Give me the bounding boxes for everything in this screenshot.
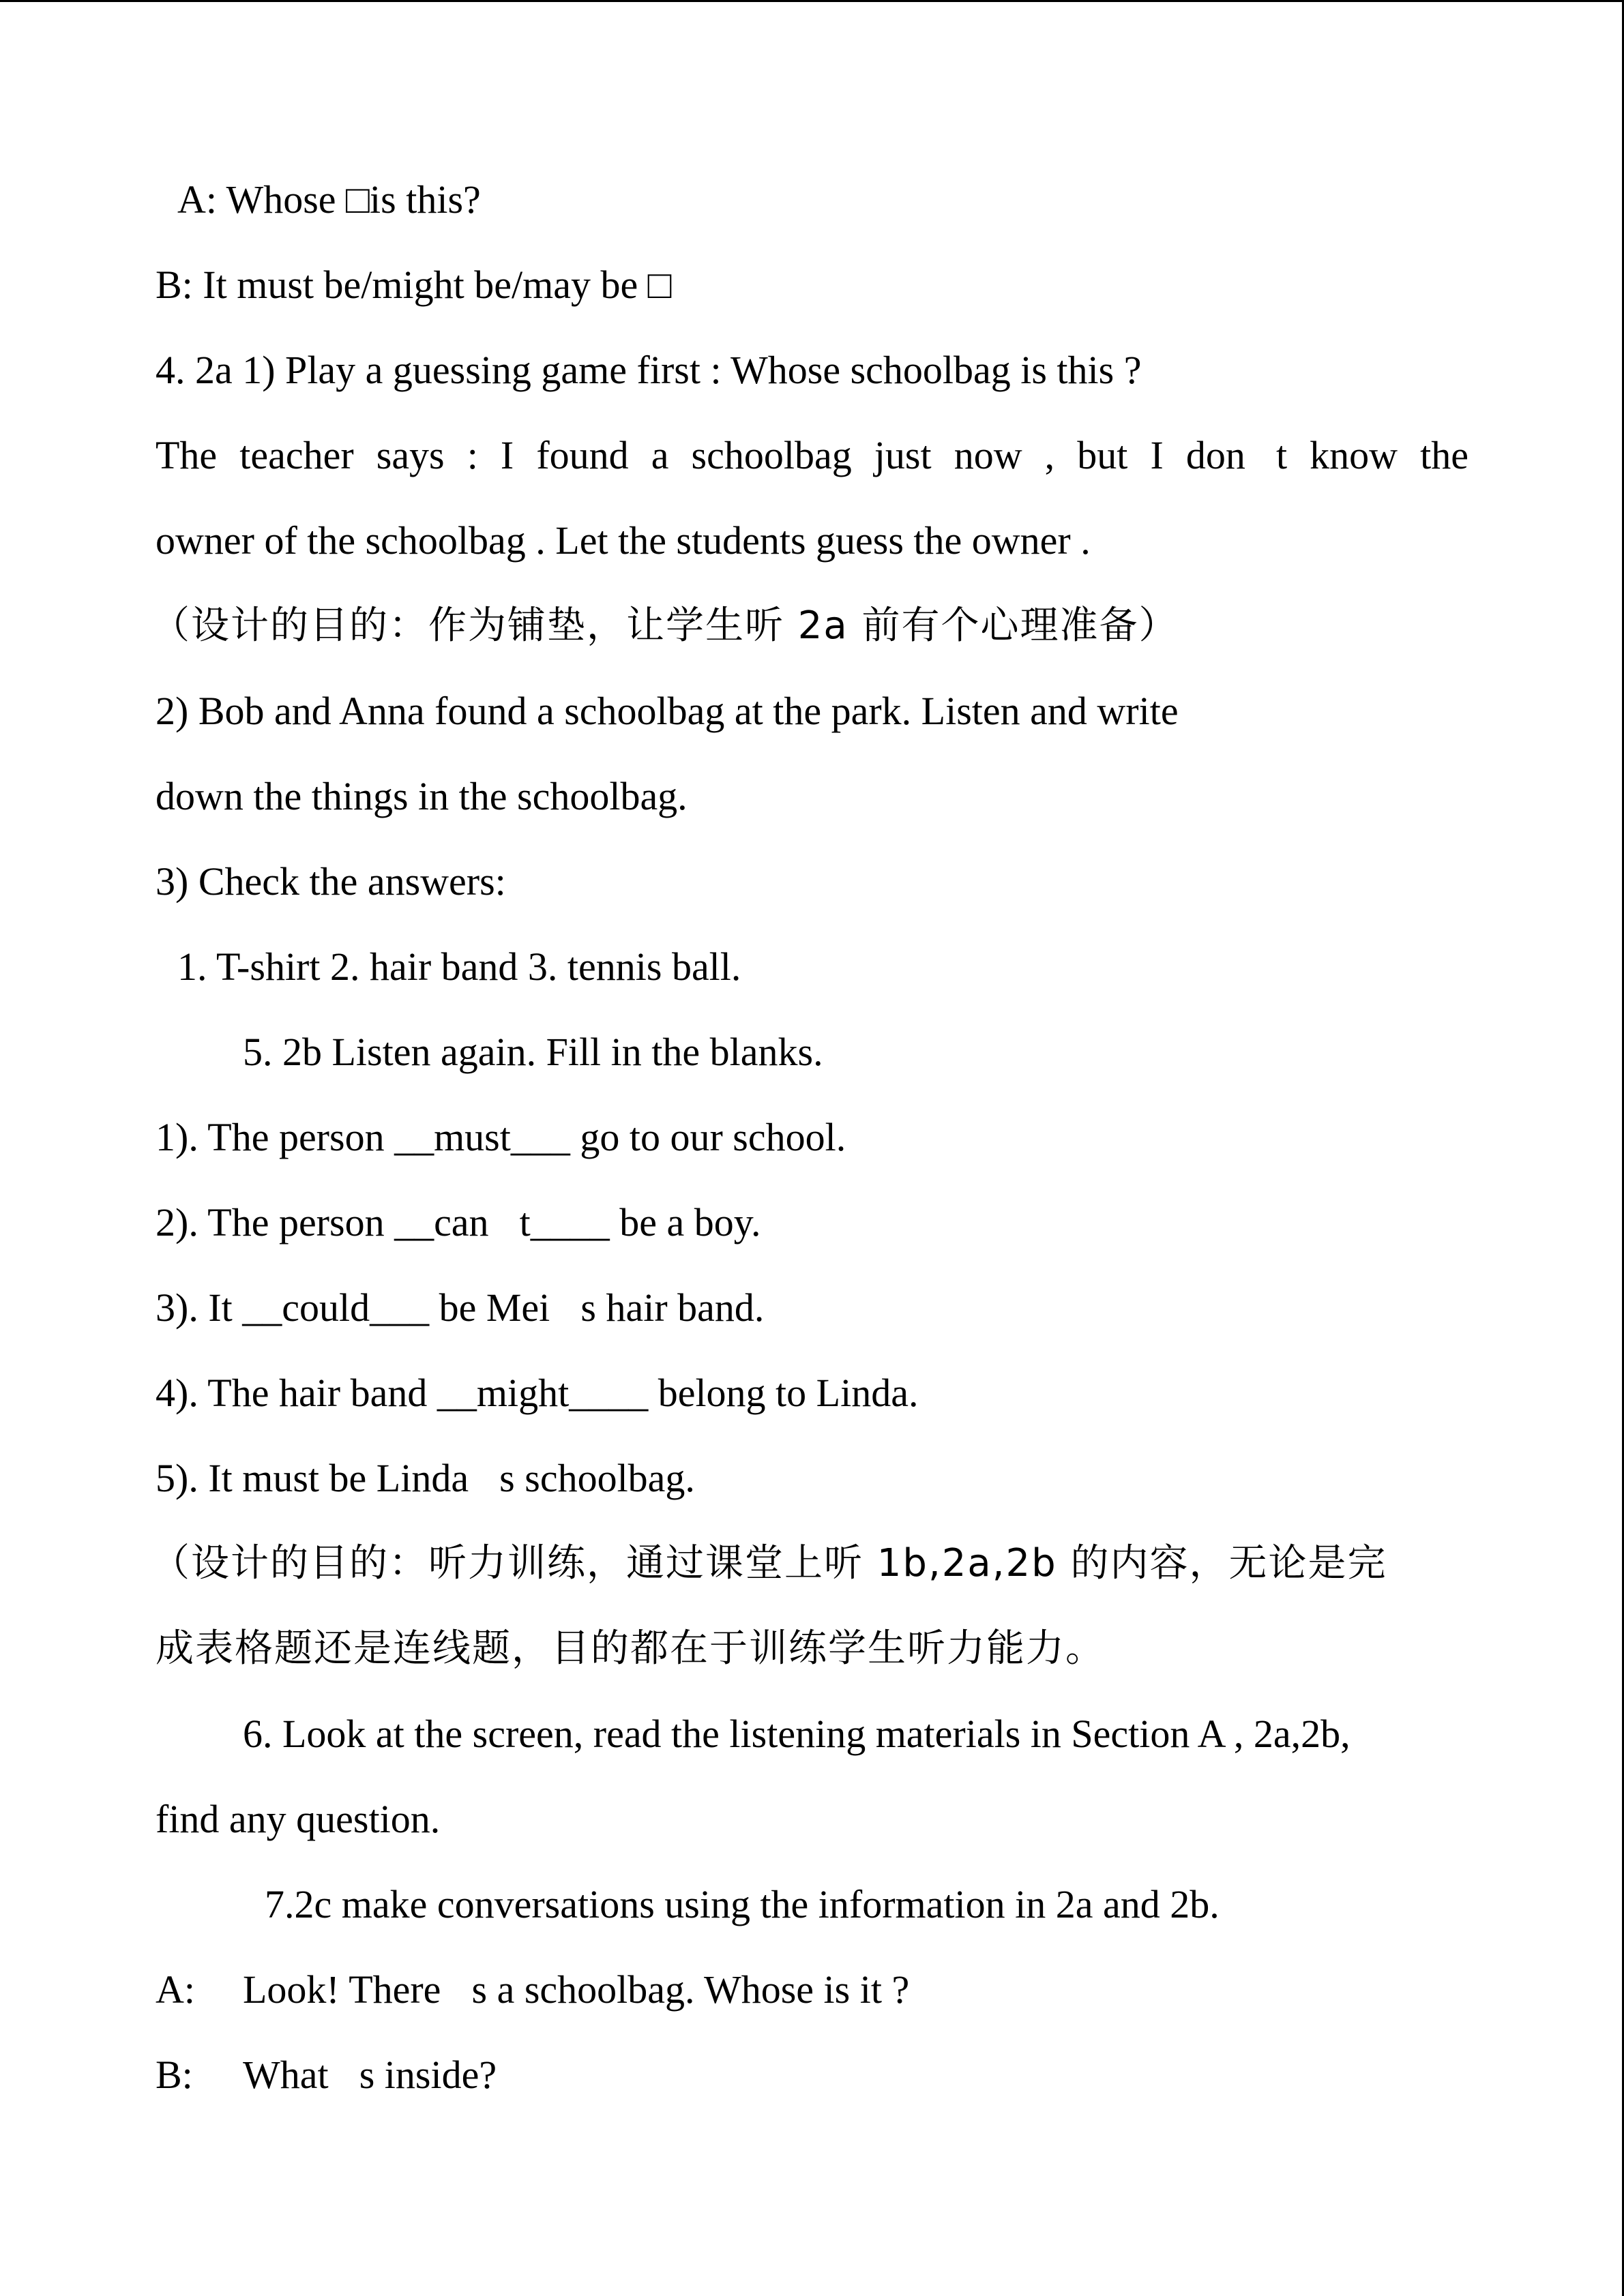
answers-list: 1. T-shirt 2. hair band 3. tennis ball. bbox=[177, 944, 741, 989]
teacher-says-text: The teacher says : I found a schoolbag just now , but I don t know the bbox=[156, 433, 1468, 477]
speaker-label-a: A: bbox=[156, 1967, 195, 2012]
design-purpose-note-2-continued: 成表格题还是连线题，目的都在于训练学生听力能力。 bbox=[156, 1626, 1105, 1671]
step-6-line-continued: find any question. bbox=[156, 1797, 441, 1841]
step-2-line-continued: down the things in the schoolbag. bbox=[156, 774, 688, 818]
step-6-line: 6. Look at the screen, read the listening materials in Section A , 2a,2b, bbox=[243, 1712, 1350, 1756]
step-5-heading: 5. 2b Listen again. Fill in the blanks. bbox=[243, 1030, 823, 1074]
owner-line: owner of the schoolbag . Let the students guess the owner . bbox=[156, 518, 1091, 563]
conversation-text-a: Look! There s a schoolbag. Whose is it ? bbox=[243, 1967, 910, 2012]
blank-item-1: 1). The person __must___ go to our school. bbox=[156, 1115, 846, 1159]
blank-item-3: 3). It __could___ be Mei s hair band. bbox=[156, 1285, 765, 1330]
design-purpose-note-1: （设计的目的：作为铺垫，让学生听 2a 前有个心理准备） bbox=[151, 603, 1179, 648]
check-answers-heading: 3) Check the answers: bbox=[156, 859, 506, 904]
blank-item-4: 4). The hair band __might____ belong to Linda. bbox=[156, 1371, 919, 1415]
teacher-says-line bbox=[156, 432, 1468, 479]
conversation-line-b bbox=[156, 2051, 497, 2099]
blank-item-2: 2). The person __can t____ be a boy. bbox=[156, 1200, 761, 1244]
conversation-line-a bbox=[156, 1966, 909, 2014]
speaker-label-b: B: bbox=[156, 2053, 193, 2097]
design-purpose-note-2: （设计的目的：听力训练，通过课堂上听 1b,2a,2b 的内容，无论是完 bbox=[151, 1541, 1387, 1585]
conversation-text-b: What s inside? bbox=[243, 2053, 497, 2097]
blank-item-5: 5). It must be Linda s schoolbag. bbox=[156, 1456, 695, 1500]
step-2-line: 2) Bob and Anna found a schoolbag at the park. Listen and write bbox=[156, 689, 1179, 733]
step-7-heading: 7.2c make conversations using the information in 2a and 2b. bbox=[265, 1882, 1220, 1926]
dialogue-line-a-whose: A: Whose □is this? bbox=[177, 177, 481, 222]
dialogue-line-b-must-be: B: It must be/might be/may be □ bbox=[156, 263, 672, 307]
step-4-heading: 4. 2a 1) Play a guessing game first : Whose schoolbag is this ? bbox=[156, 348, 1142, 392]
